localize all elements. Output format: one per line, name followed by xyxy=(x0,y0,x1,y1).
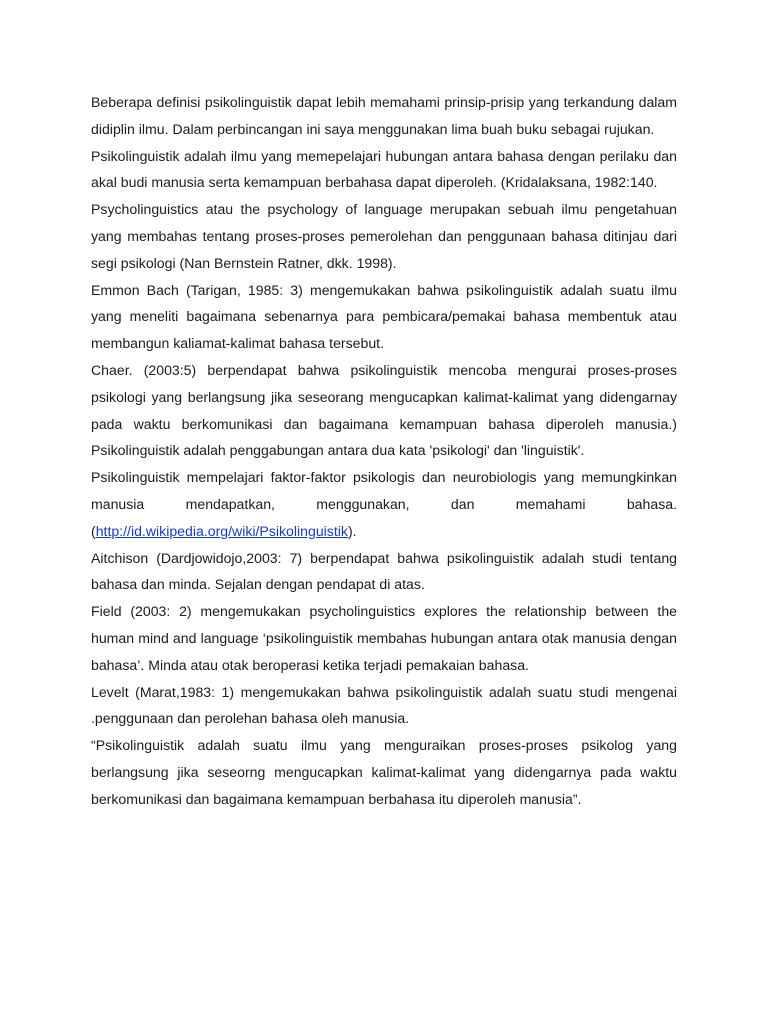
paragraph-levelt: Levelt (Marat,1983: 1) mengemukakan bahwa psikolinguistik adalah suatu studi mengenai .penggunaan dan perolehan bahasa oleh manusia. xyxy=(91,683,677,727)
paragraph-wikipedia-text: Psikolinguistik mempelajari faktor-faktor psikologis dan neurobiologis yang memungkinkan manusia mendapatkan, menggunakan, dan memahami bahasa. ( xyxy=(91,469,677,539)
paragraph-emmon-bach: Emmon Bach (Tarigan, 1985: 3) mengemukakan bahwa psikolinguistik adalah suatu ilmu yang meneliti bagaimana sebenarnya para pembicara/pemakai bahasa membentuk atau membangun kaliamat-kalimat bahasa tersebut. xyxy=(91,281,677,352)
paragraph-wikipedia-closing: ). xyxy=(347,522,357,539)
paragraph-field: Field (2003: 2) mengemukakan psycholinguistics explores the relationship between the human mind and language ‘psikolinguistik membahas hubungan antara otak manusia dengan bahasa’. Minda atau otak beroperasi ketika terjadi pemakaian bahasa. xyxy=(91,603,677,673)
paragraph-intro: Beberapa definisi psikolinguistik dapat lebih memahami prinsip-prisip yang terkandung dalam didiplin ilmu. Dalam perbincangan ini saya menggunakan lima buah buku sebagai rujukan. xyxy=(91,94,677,137)
paragraph-kridalaksana: Psikolinguistik adalah ilmu yang memepelajari hubungan antara bahasa dengan perilaku dan akal budi manusia serta kemampuan berbahasa dapat diperoleh. (Kridalaksana, 1982:140. xyxy=(91,147,677,191)
paragraph-quote: “Psikolinguistik adalah suatu ilmu yang menguraikan proses-proses psikolog yang berlangsung jika seseorng mengucapkan kalimat-kalimat yang didengarnya pada waktu berkomunikasi dan bagaimana kemampuan berbahasa itu diperoleh manusia”. xyxy=(91,737,677,807)
paragraph-wikipedia xyxy=(91,464,677,544)
paragraph-aitchison: Aitchison (Dardjowidojo,2003: 7) berpendapat bahwa psikolinguistik adalah studi tentang bahasa dan minda. Sejalan dengan pendapat di atas. xyxy=(91,549,677,593)
wikipedia-link[interactable]: http://id.wikipedia.org/wiki/Psikolinguistik xyxy=(95,522,348,539)
paragraph-chaer: Chaer. (2003:5) berpendapat bahwa psikolinguistik mencoba mengurai proses-proses psikologi yang berlangsung jika seseorang mengucapkan kalimat-kalimat yang didengarnay pada waktu berkomunikasi dan bagaimana kemampuan bahasa diperoleh manusia.) Psikolinguistik adalah penggabungan antara dua kata 'psikologi' dan 'linguistik'. xyxy=(91,361,677,459)
document-body xyxy=(91,89,677,813)
paragraph-ratner: Psycholinguistics atau the psychology of language merupakan sebuah ilmu pengetahuan yang membahas tentang proses-proses pemerolehan dan penggunaan bahasa ditinjau dari segi psikologi (Nan Bernstein Ratner, dkk. 1998). xyxy=(91,201,677,271)
